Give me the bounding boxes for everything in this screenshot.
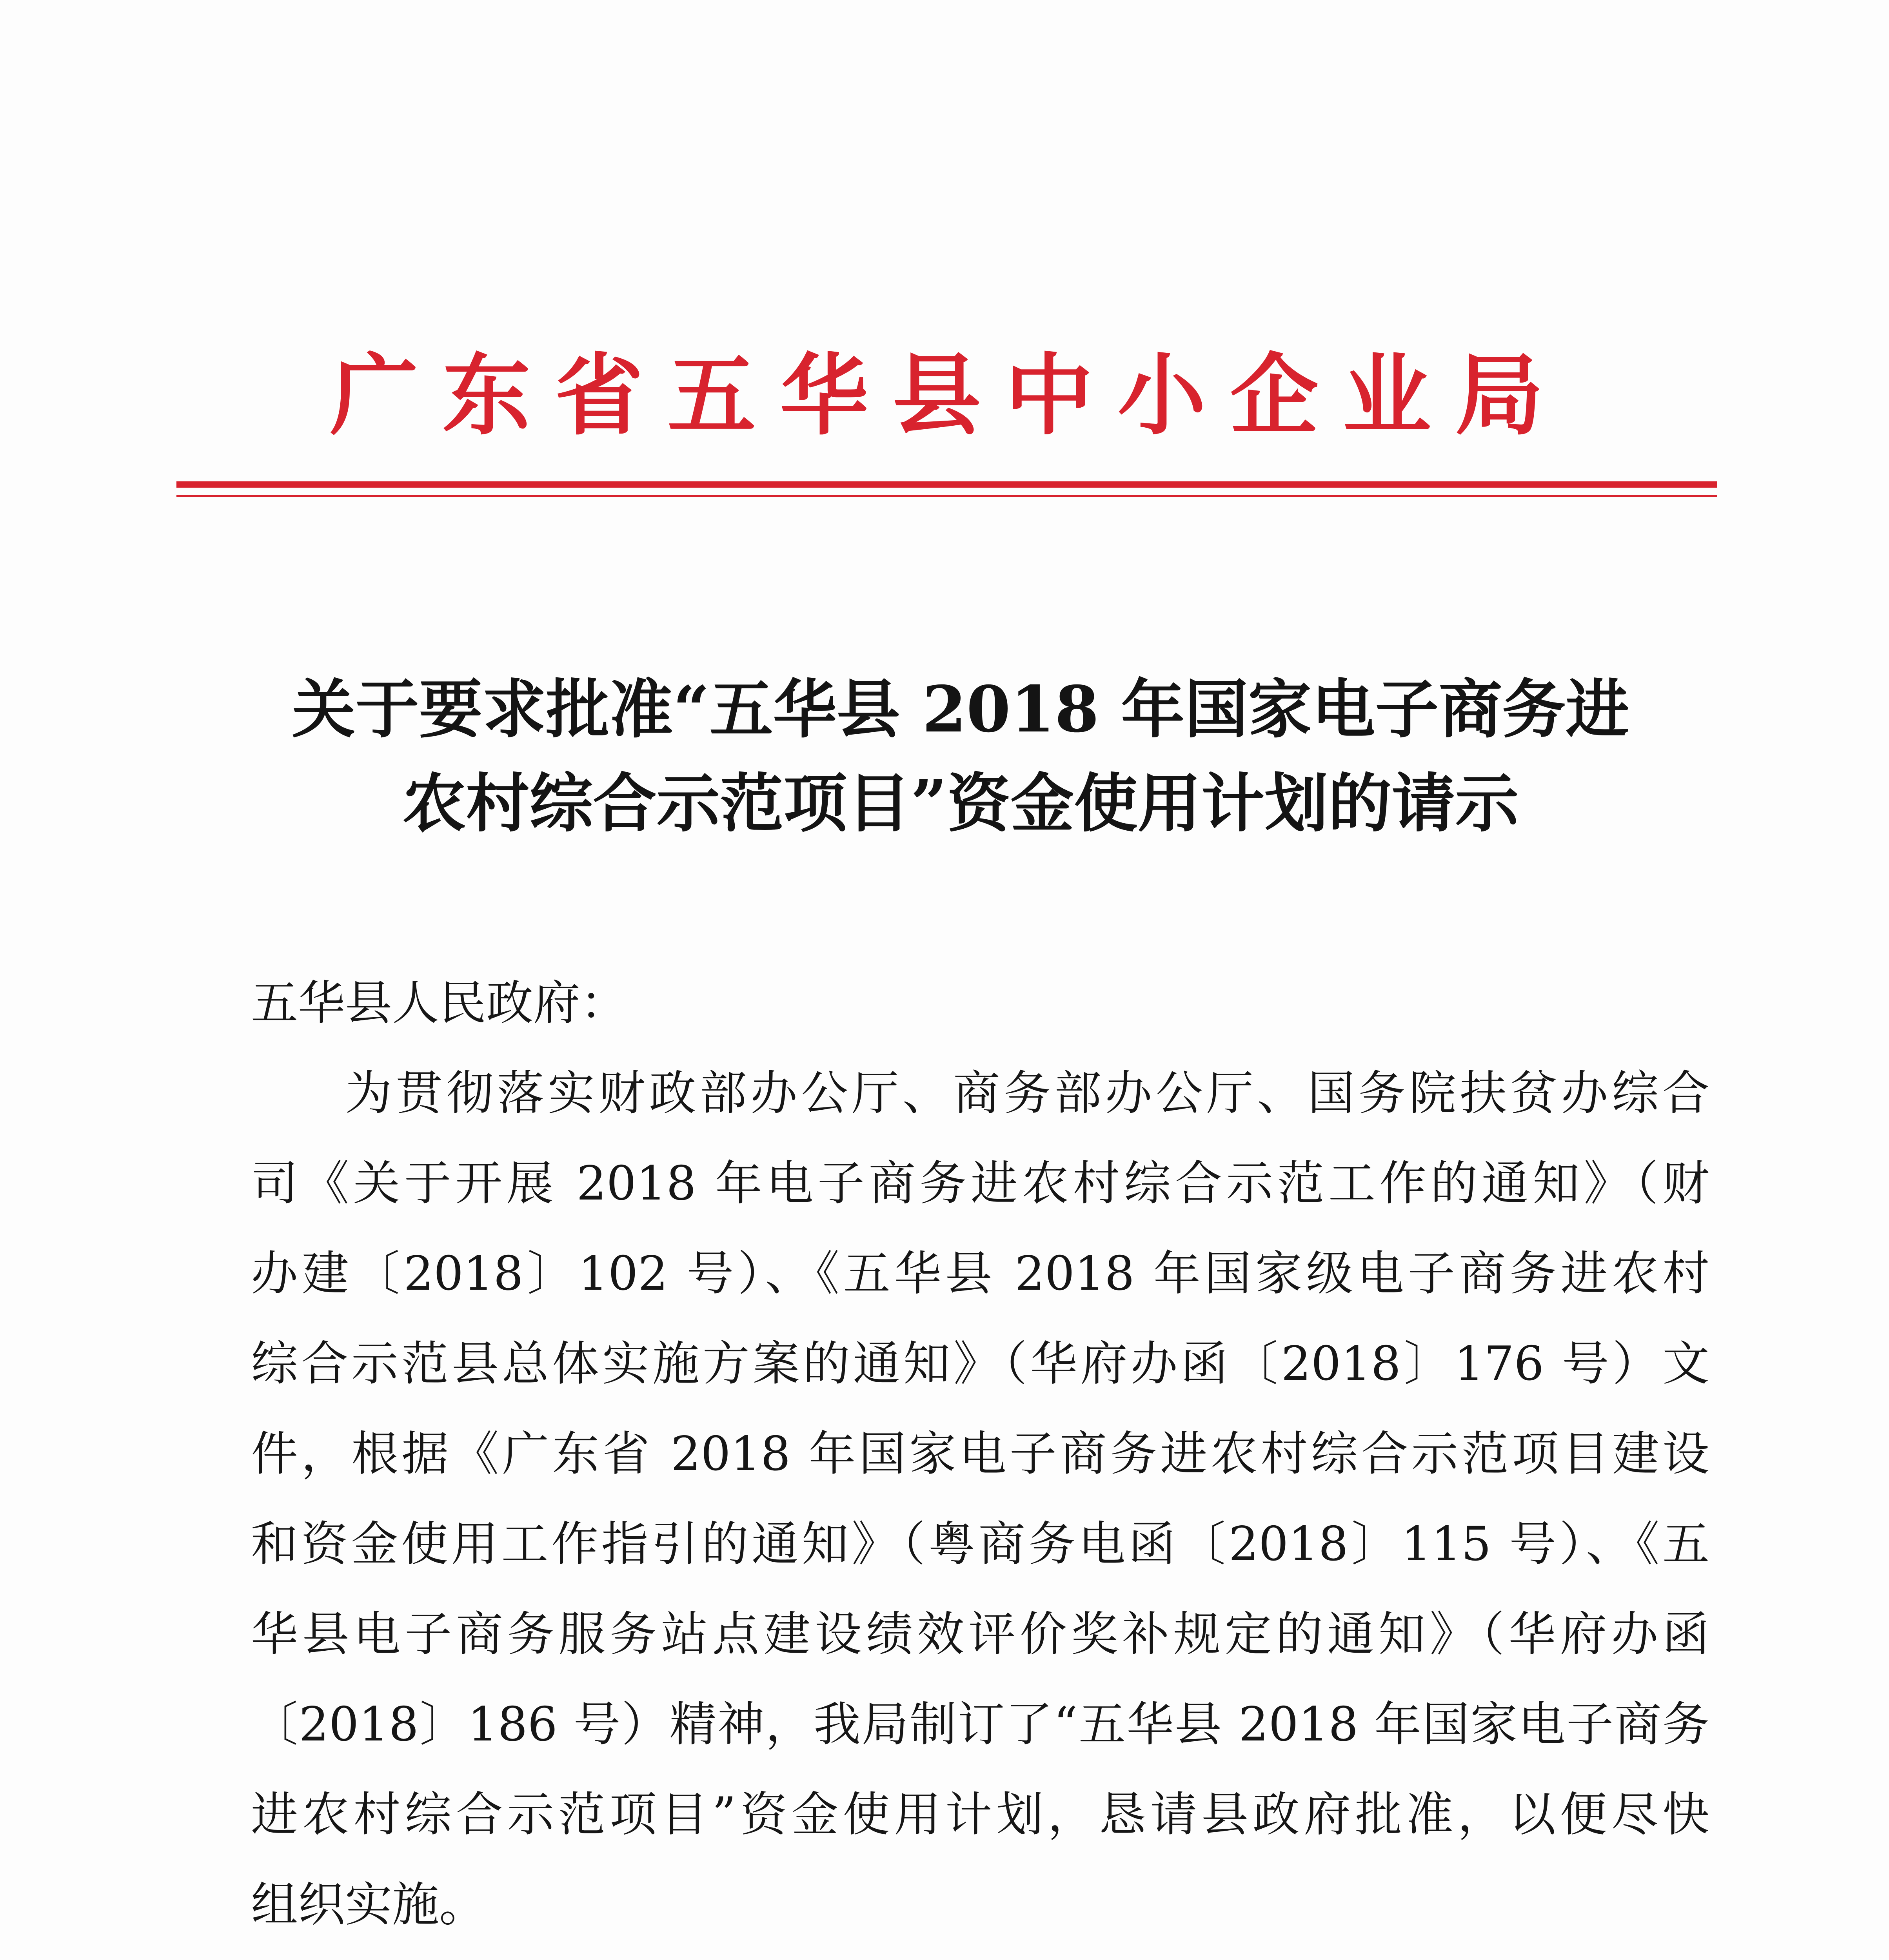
section-heading — [365, 1956, 827, 1960]
body-line: 综合示范县总体实施方案的通知》（华府办函〔2018〕176 号）文 — [251, 1337, 1709, 1391]
letterhead-rule-thick — [176, 481, 1717, 488]
body-line: 和资金使用工作指引的通知》（粤商务电函〔2018〕115 号）、《五 — [251, 1517, 1709, 1572]
body-line: 件，根据《广东省 2018 年国家电子商务进农村综合示范项目建设 — [251, 1427, 1709, 1481]
body-line: 为贯彻落实财政部办公厅、商务部办公厅、国务院扶贫办综合 — [345, 1066, 1709, 1121]
body-line: 华县电子商务服务站点建设绩效评价奖补规定的通知》（华府办函 — [251, 1607, 1709, 1662]
letterhead-title: 广东省五华县中小企业局 — [330, 345, 1568, 447]
body-line: 办建〔2018〕102 号）、《五华县 2018 年国家级电子商务进农村 — [251, 1247, 1709, 1301]
letterhead-rule-thin — [176, 495, 1717, 497]
addressee: 五华县人民政府： — [251, 976, 627, 1031]
document-title-line-2: 农村综合示范项目”资金使用计划的请示 — [402, 766, 1519, 841]
body-line: 〔2018〕186 号）精神，我局制订了“五华县 2018 年国家电子商务 — [251, 1697, 1709, 1752]
body-line: 组织实施。 — [251, 1878, 486, 1932]
document-title-line-1: 关于要求批准“五华县 2018 年国家电子商务进 — [292, 672, 1629, 747]
body-line: 进农村综合示范项目”资金使用计划，恳请县政府批准，以便尽快 — [251, 1788, 1709, 1842]
body-line: 司《关于开展 2018 年电子商务进农村综合示范工作的通知》（财 — [251, 1156, 1709, 1211]
